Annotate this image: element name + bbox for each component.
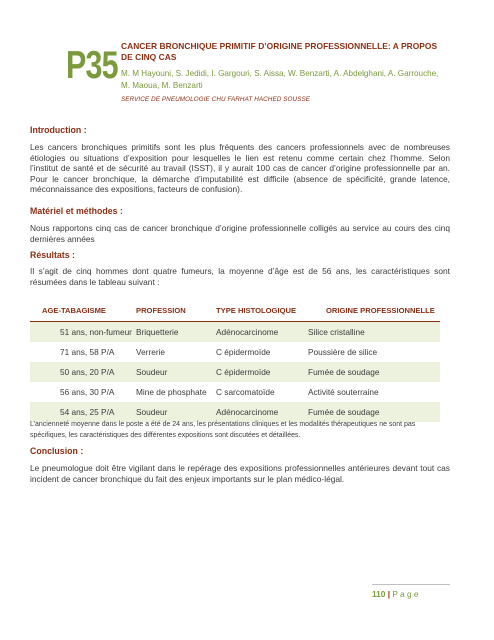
table-cell: Verrerie (136, 347, 166, 357)
page-number (372, 589, 450, 599)
author-list: M. M Hayouni, S. Jedidi, I. Gargouri, S. Aissa, W. Benzarti, A. Abdelghani, A. Garrouche, M. Maoua, M. Benzarti (121, 68, 439, 90)
results-table (30, 301, 440, 422)
table-row (30, 382, 440, 402)
methods-text: Nous rapportons cinq cas de cancer bronchique d’origine professionnelle colligés au service au cours des cinq dernières années (30, 223, 450, 244)
page-footer (372, 584, 450, 599)
table-row (30, 362, 440, 382)
table-cell: C épidermoïde (216, 347, 271, 357)
page-number-value: 110 (372, 589, 386, 599)
column-header: AGE-TABAGISME (42, 305, 106, 315)
article-header (121, 41, 451, 103)
table-cell: Soudeur (136, 367, 168, 377)
table-cell: Adénocarcinome (216, 327, 279, 337)
page-label: P a g e (392, 589, 419, 599)
table-cell: C sarcomatoïde (216, 387, 275, 397)
table-cell: Activité souterraine (308, 387, 379, 397)
table-cell: Fumée de soudage (308, 407, 380, 417)
table-note: L’ancienneté moyenne dans le poste a été de 24 ans, les présentations cliniques et les modalités thérapeutiques ne sont pas spécifiques, les caractéristiques des différentes expositions sont discutées et détaillées. (30, 419, 416, 439)
poster-code: P35 (66, 44, 118, 87)
table-cell: 71 ans, 58 P/A (60, 347, 115, 357)
table-header (30, 301, 440, 322)
conclusion-heading: Conclusion : (30, 446, 84, 456)
affiliation: SERVICE DE PNEUMOLOGIE CHU FARHAT HACHED SOUSSE (121, 96, 311, 103)
results-text: Il s’agit de cinq hommes dont quatre fumeurs, la moyenne d’âge est de 56 ans, les caractéristiques sont résumées dans le tableau suivant : (30, 266, 450, 287)
table-cell: Adénocarcinome (216, 407, 279, 417)
table-cell: Soudeur (136, 407, 168, 417)
results-heading: Résultats : (30, 250, 75, 260)
table-row (30, 322, 440, 342)
column-header: ORIGINE PROFESSIONNELLE (326, 305, 435, 315)
table-cell: Silice cristalline (308, 327, 365, 337)
intro-text: Les cancers bronchiques primitifs sont les plus fréquents des cancers professionnels avec de nombreuses étiologies ou situations d’exposition pour lesquelles le lien est retenu comme certain chez l’homme. Selon l’institut de santé et de sécurité au travail (ISST), il y aurait 100 cas de cancer d’origine professionnelle par an. Pour le cancer bronchique, la démarche d’imputabilité est difficile (absence de spécificité, grande latence, méconnaissance des expositions, facteurs de confusion). (30, 142, 450, 195)
table-cell: Fumée de soudage (308, 367, 380, 377)
column-header: PROFESSION (136, 305, 186, 315)
table-row (30, 342, 440, 362)
table-cell: Briquetterie (136, 327, 179, 337)
table-cell: 51 ans, non-fumeur (60, 327, 132, 337)
table-cell: 54 ans, 25 P/A (60, 407, 115, 417)
table-cell: Poussière de silice (308, 347, 378, 357)
table-cell: 50 ans, 20 P/A (60, 367, 115, 377)
table-cell: C épidermoïde (216, 367, 271, 377)
table-cell: Mine de phosphate (136, 387, 207, 397)
column-header: TYPE HISTOLOGIQUE (216, 305, 297, 315)
table-cell: 56 ans, 30 P/A (60, 387, 115, 397)
article-title: CANCER BRONCHIQUE PRIMITIF D’ORIGINE PROFESSIONNELLE: A PROPOS DE CINQ CAS (121, 41, 438, 62)
methods-heading: Matériel et méthodes : (30, 206, 123, 216)
conclusion-text: Le pneumologue doit être vigilant dans le repérage des expositions professionnelles antérieures devant tout cas incident de cancer bronchique du fait des enjeux importants sur le plan médico-légal. (30, 463, 450, 484)
page-separator: | (387, 589, 391, 599)
intro-heading: Introduction : (30, 125, 87, 135)
